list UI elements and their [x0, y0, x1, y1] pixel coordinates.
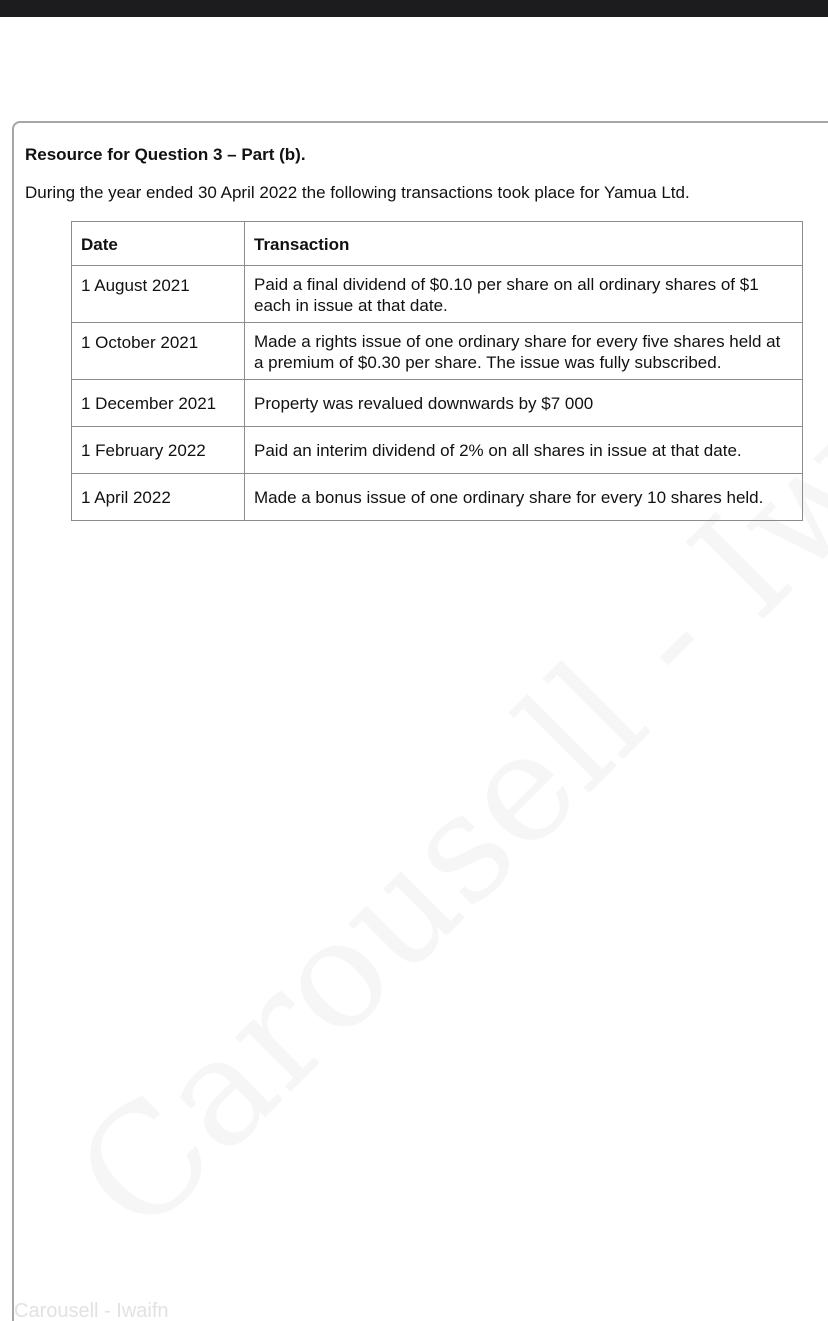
row-date: 1 August 2021: [72, 266, 245, 323]
footer-watermark: Carousell - Iwaifn: [14, 1300, 169, 1321]
table-row: [72, 427, 803, 474]
document-page: [12, 121, 828, 1321]
row-transaction: Paid a final dividend of $0.10 per share on all ordinary shares of $1 each in issue at that date.: [245, 266, 803, 323]
header-transaction: Transaction: [245, 222, 803, 266]
table-row: [72, 474, 803, 521]
row-transaction: Made a rights issue of one ordinary share for every five shares held at a premium of $0.30 per share. The issue was fully subscribed.: [245, 323, 803, 380]
table-row: [72, 380, 803, 427]
intro-text: During the year ended 30 April 2022 the following transactions took place for Yamua Ltd.: [25, 183, 690, 202]
table-header-row: [72, 222, 803, 266]
row-date: 1 February 2022: [72, 427, 245, 474]
row-date: 1 December 2021: [72, 380, 245, 427]
row-date: 1 October 2021: [72, 323, 245, 380]
row-transaction: Property was revalued downwards by $7 000: [245, 380, 803, 427]
resource-title: Resource for Question 3 – Part (b).: [25, 145, 306, 164]
row-transaction: Paid an interim dividend of 2% on all shares in issue at that date.: [245, 427, 803, 474]
row-transaction: Made a bonus issue of one ordinary share for every 10 shares held.: [245, 474, 803, 521]
header-date: Date: [72, 222, 245, 266]
row-date: 1 April 2022: [72, 474, 245, 521]
table-row: [72, 323, 803, 380]
table-row: [72, 266, 803, 323]
top-status-bar: [0, 0, 828, 17]
transactions-table: [71, 221, 803, 521]
